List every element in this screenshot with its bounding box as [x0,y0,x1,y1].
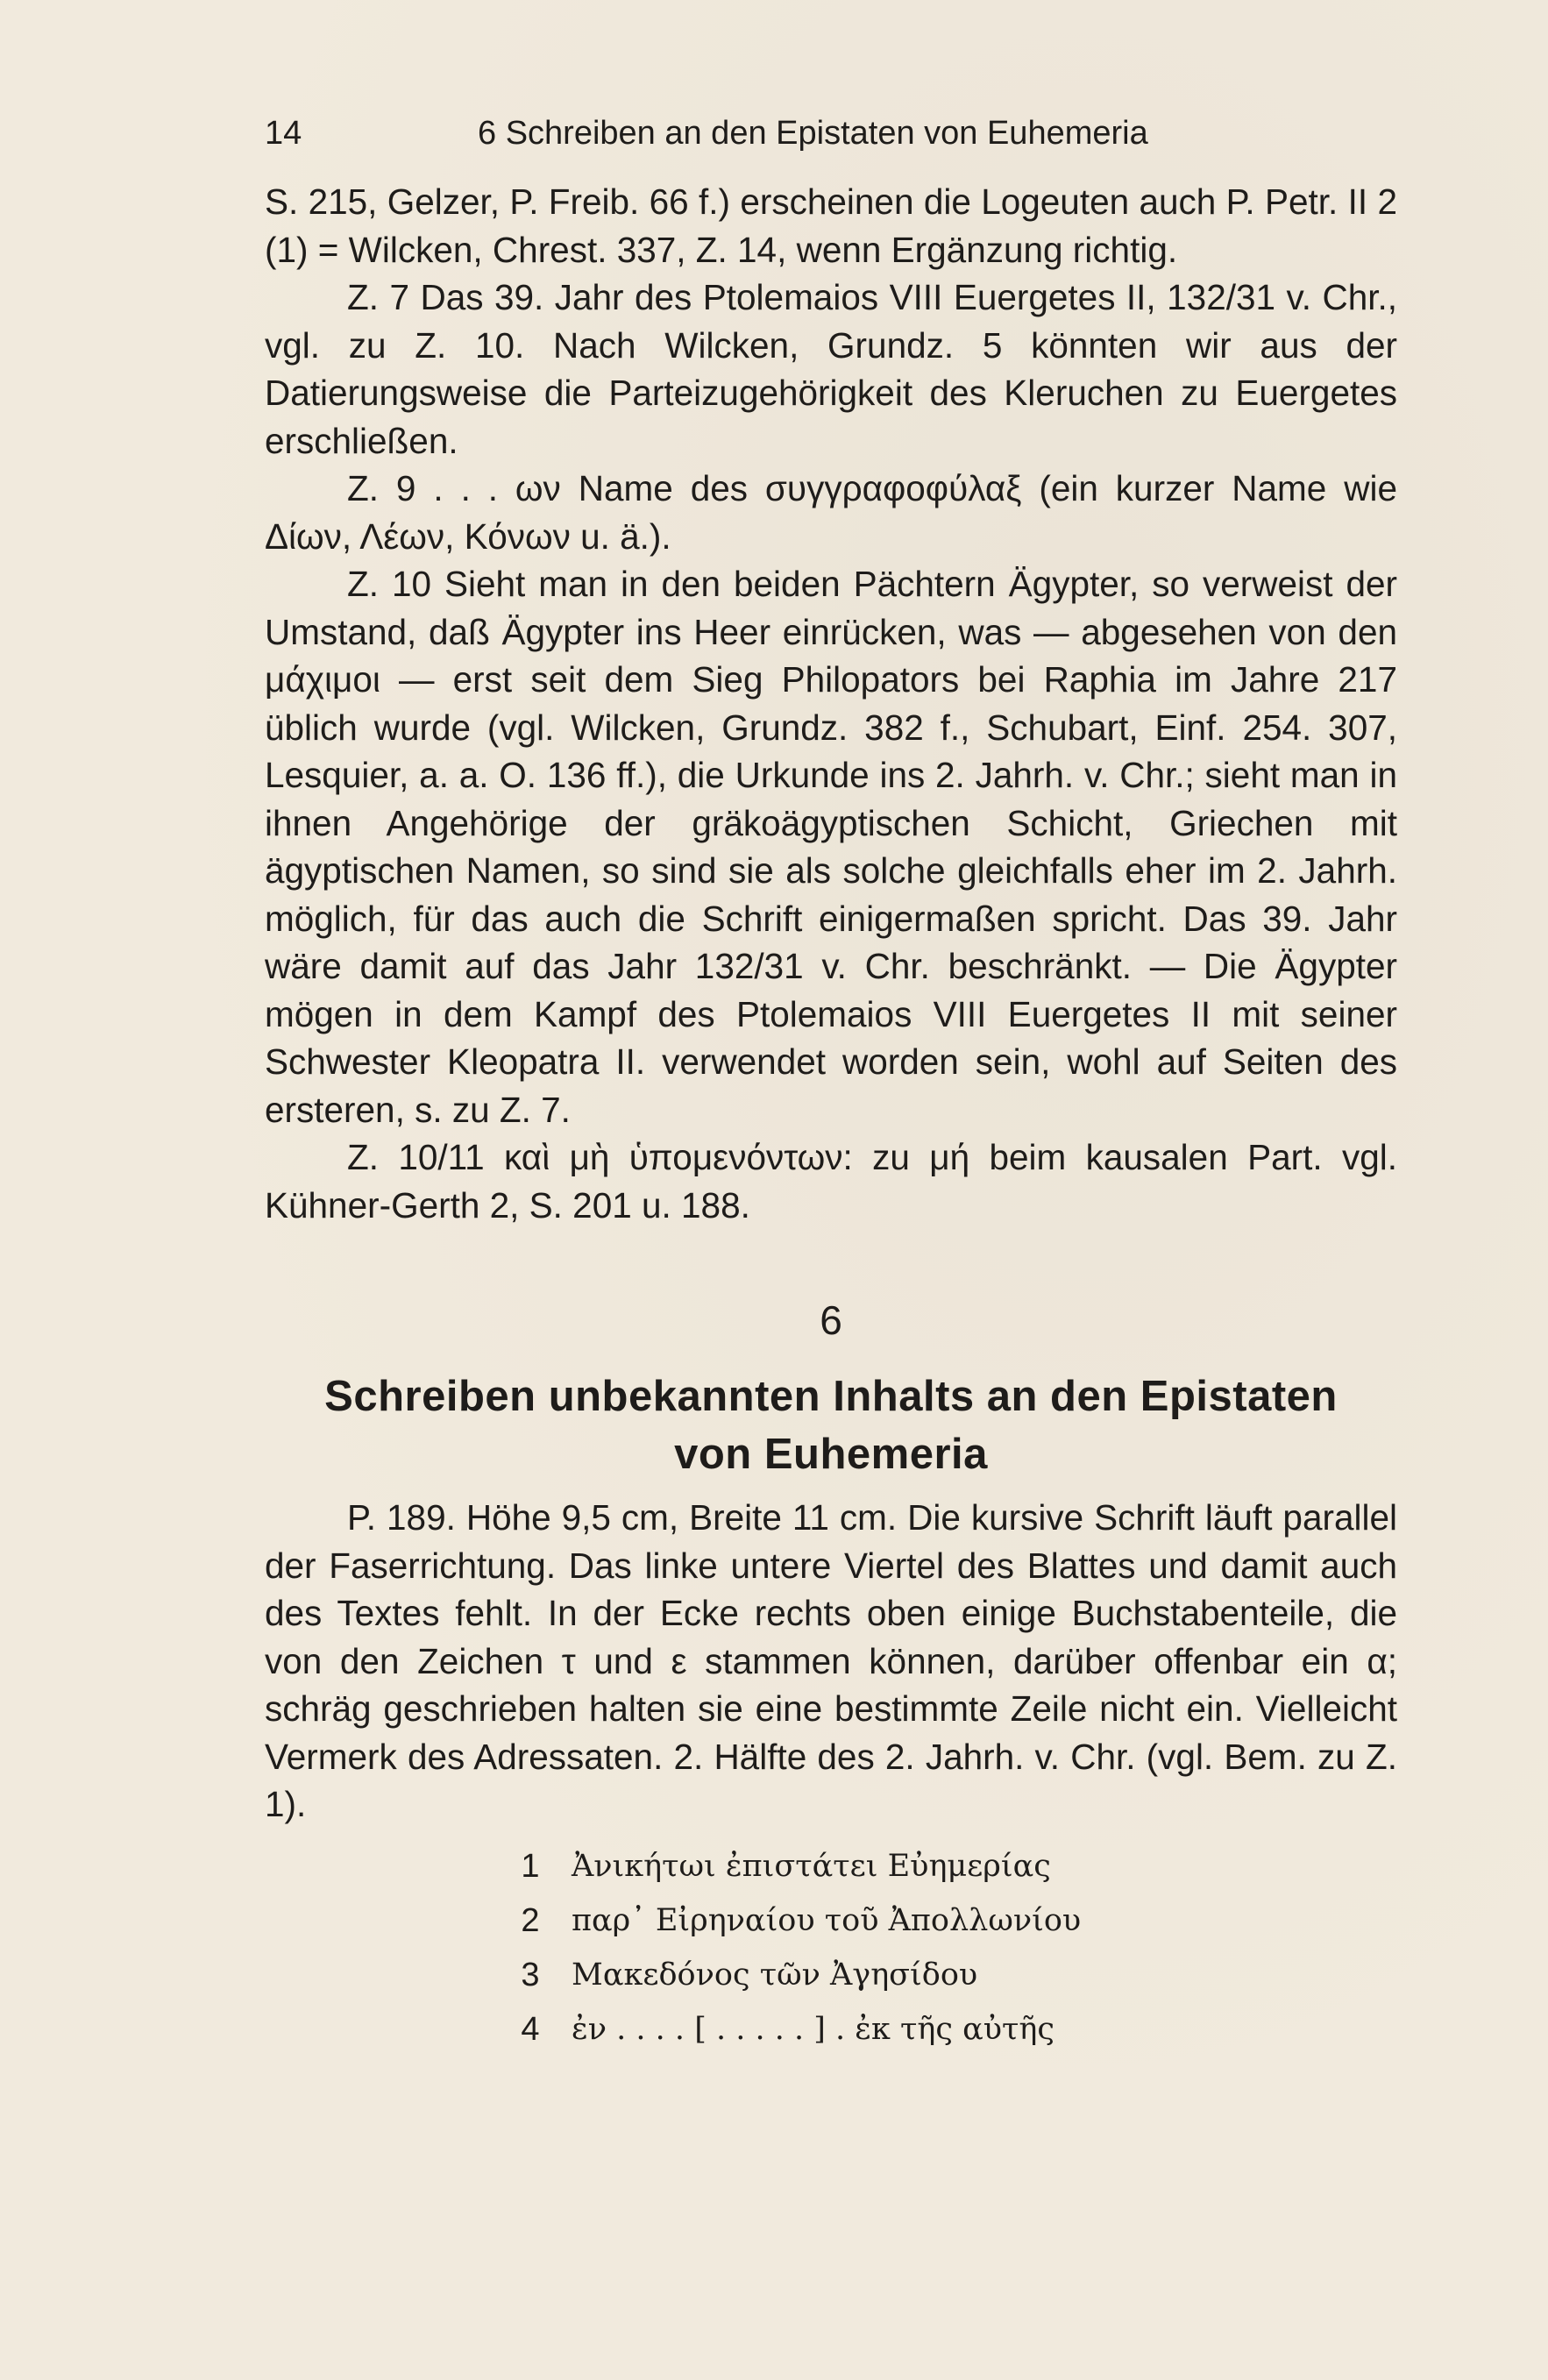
commentary-notes [265,178,1397,1229]
section-title [265,1368,1397,1483]
line-number: 3 [521,1957,540,1993]
section-title-line-1: Schreiben unbekannten Inhalts an den Epistaten [324,1373,1338,1420]
greek-line-text: Μακεδόνος τῶν Ἀγησίδου [572,1957,978,1993]
note-continuation: S. 215, Gelzer, P. Freib. 66 f.) erscheinen die Logeuten auch P. Petr. II 2 (1) = Wilcken, Chrest. 337, Z. 14, wenn Ergänzung richtig. [265,181,1397,270]
section-title-line-2: von Euhemeria [674,1431,988,1478]
greek-line [517,2002,1394,2057]
greek-line-text: ἐν . . . . [ . . . . . ] . ἐκ τῆς αὐτῆς [572,2012,1054,2047]
greek-line [517,1839,1394,1893]
section-number: 6 [820,1297,842,1343]
note-z10: Z. 10 Sieht man in den beiden Pächtern Ägypter, so verweist der Umstand, daß Ägypter ins Heer einrücken, was — abgesehen von den μάχιμοι — erst seit dem Sieg Philopators bei Raphia im Jahre 217 üblich wurde (vgl. Wilcken, Grundz. 382 f., Schubart, Einf. 254. 307, Lesquier, a. a. O. 136 ff.), die Urkunde ins 2. Jahrh. v. Chr.; sieht man in ihnen Angehörige der gräkoägyptischen Schicht, Griechen mit ägyptischen Namen, so sind sie als solche gleichfalls eher im 2. Jahrh. möglich, für das auch die Schrift einigermaßen spricht. Das 39. Jahr wäre damit auf das Jahr 132/31 v. Chr. beschränkt. — Die Ägypter mögen in dem Kampf des Ptolemaios VIII Euergetes II mit seiner Schwester Kleopatra II. verwendet worden sein, wohl auf Seiten des ersteren, s. zu Z. 7. [265,564,1397,1130]
running-title: 6 Schreiben an den Epistaten von Euhemeria [478,115,1148,152]
greek-edition-text [517,1839,1394,2057]
line-number: 1 [521,1848,540,1885]
papyrus-description [265,1494,1397,1829]
greek-line [517,1948,1394,2002]
note-z10-11: Z. 10/11 καὶ μὴ ὑπομενόντων: zu μή beim kausalen Part. vgl. Kühner-Gerth 2, S. 201 u. 188. [265,1137,1397,1226]
greek-line-text: παρ᾽ Εἰρηναίου τοῦ Ἀπολλωνίου [572,1903,1082,1938]
page-number: 14 [265,115,302,152]
greek-line [517,1893,1394,1948]
note-z9: Z. 9 . . . ων Name des συγγραφοφύλαξ (ein kurzer Name wie Δίων, Λέων, Κόνων u. ä.). [265,468,1397,557]
line-number: 2 [521,1902,540,1939]
line-number: 4 [521,2011,540,2048]
greek-line-text: Ἀνικήτωι ἐπιστάτει Εὐημερίας [572,1849,1051,1884]
description-paragraph: P. 189. Höhe 9,5 cm, Breite 11 cm. Die kursive Schrift läuft parallel der Faserrichtung. Das linke untere Viertel des Blattes und damit auch des Textes fehlt. In der Ecke rechts oben einige Buchstabenteile, die von den Zeichen τ und ε stammen können, darüber offenbar ein α; schräg geschrieben halten sie eine bestimmte Zeile nicht ein. Vielleicht Vermerk des Adressaten. 2. Hälfte des 2. Jahrh. v. Chr. (vgl. Bem. zu Z. 1). [265,1497,1397,1824]
note-z7: Z. 7 Das 39. Jahr des Ptolemaios VIII Euergetes II, 132/31 v. Chr., vgl. zu Z. 10. Nach Wilcken, Grundz. 5 könnten wir aus der Datierungsweise die Parteizugehörigkeit des Kleruchen zu Euergetes erschließen. [265,277,1397,461]
